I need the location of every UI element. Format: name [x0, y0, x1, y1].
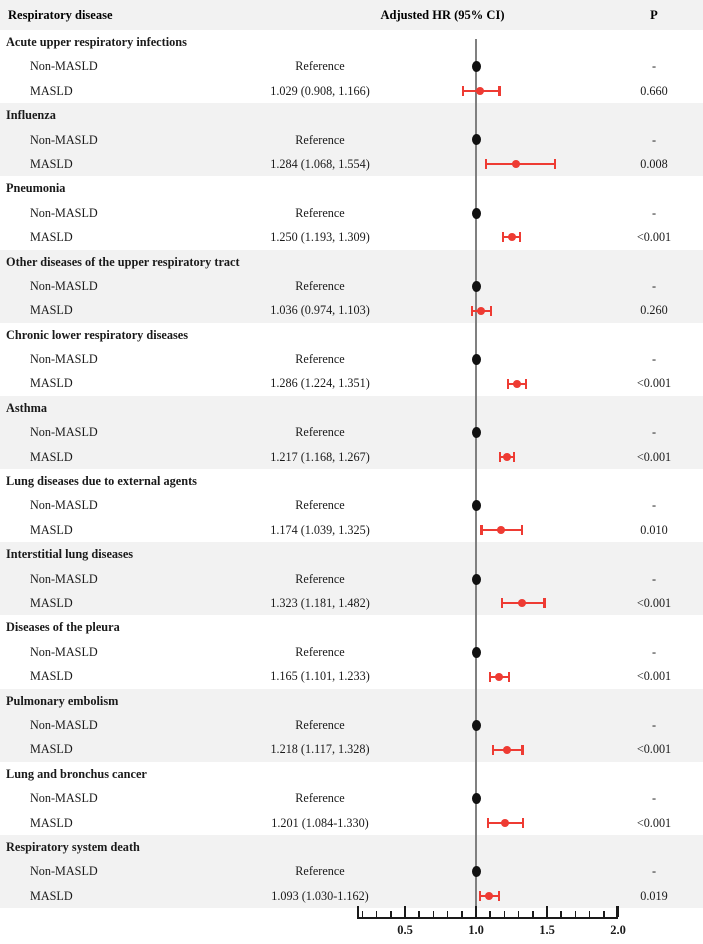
group-name: Other diseases of the upper respiratory tract	[6, 254, 240, 269]
hr-value: Reference	[295, 59, 345, 74]
x-axis-line	[357, 917, 618, 919]
table-header	[0, 0, 703, 30]
hr-value: 1.284 (1.068, 1.554)	[270, 156, 370, 171]
group-header-row	[0, 469, 703, 493]
p-value: 0.008	[640, 156, 668, 171]
p-value: 0.260	[640, 303, 668, 318]
p-value: <0.001	[636, 669, 672, 684]
row-label: Non-MASLD	[30, 425, 98, 440]
hr-value: 1.250 (1.193, 1.309)	[270, 230, 370, 245]
x-axis-minor-tick	[504, 911, 506, 917]
hr-value: 1.218 (1.117, 1.328)	[270, 742, 370, 757]
p-value: -	[651, 425, 657, 440]
hr-value: Reference	[295, 352, 345, 367]
column-header-disease: Respiratory disease	[8, 8, 113, 22]
group-name: Interstitial lung diseases	[6, 547, 134, 562]
table-row	[0, 79, 703, 103]
x-axis-minor-tick	[560, 911, 562, 917]
row-label: Non-MASLD	[30, 791, 98, 806]
table-row	[0, 371, 703, 395]
p-value: -	[651, 791, 657, 806]
row-label: Non-MASLD	[30, 278, 98, 293]
row-label: MASLD	[30, 595, 73, 610]
p-value: <0.001	[636, 449, 672, 464]
table-row	[0, 591, 703, 615]
p-value: -	[651, 278, 657, 293]
table-row	[0, 225, 703, 249]
group-header-row	[0, 396, 703, 420]
hr-value: Reference	[295, 717, 345, 732]
x-axis-minor-tick	[532, 911, 534, 917]
hr-value: 1.165 (1.101, 1.233)	[270, 669, 370, 684]
row-label: MASLD	[30, 230, 73, 245]
group-header-row	[0, 176, 703, 200]
group-name: Pulmonary embolism	[6, 693, 119, 708]
group-header-row	[0, 323, 703, 347]
hr-value: Reference	[295, 644, 345, 659]
p-value: <0.001	[636, 376, 672, 391]
group-header-row	[0, 762, 703, 786]
hr-value: 1.201 (1.084-1.330)	[271, 815, 369, 830]
hr-value: 1.217 (1.168, 1.267)	[270, 449, 370, 464]
hr-value: Reference	[295, 205, 345, 220]
x-axis-minor-tick	[489, 911, 491, 917]
group-header-row	[0, 250, 703, 274]
group-header-row	[0, 615, 703, 639]
row-label: Non-MASLD	[30, 352, 98, 367]
hr-value: 1.029 (0.908, 1.166)	[270, 83, 370, 98]
p-value: <0.001	[636, 230, 672, 245]
table-row	[0, 786, 703, 810]
x-axis-tick-label: 2.0	[610, 923, 626, 937]
table-row	[0, 298, 703, 322]
row-label: Non-MASLD	[30, 717, 98, 732]
group-name: Lung diseases due to external agents	[6, 474, 197, 489]
hr-value: Reference	[295, 132, 345, 147]
hr-value: Reference	[295, 498, 345, 513]
table-row	[0, 493, 703, 517]
x-axis-tick-label: 1.0	[468, 923, 484, 937]
table-row	[0, 420, 703, 444]
table-row	[0, 640, 703, 664]
x-axis-minor-tick	[362, 911, 364, 917]
x-axis-minor-tick	[461, 911, 463, 917]
row-label: MASLD	[30, 742, 73, 757]
x-axis-minor-tick	[603, 911, 605, 917]
hr-value: 1.286 (1.224, 1.351)	[270, 376, 370, 391]
hr-value: Reference	[295, 864, 345, 879]
p-value: 0.019	[640, 888, 668, 903]
x-axis-tick-label: 1.5	[539, 923, 555, 937]
table-row	[0, 859, 703, 883]
table-row	[0, 713, 703, 737]
table-row	[0, 128, 703, 152]
group-name: Asthma	[6, 400, 47, 415]
p-value: -	[651, 132, 657, 147]
x-axis-minor-tick	[390, 911, 392, 917]
table-row	[0, 884, 703, 908]
table-row	[0, 54, 703, 78]
group-name: Respiratory system death	[6, 839, 140, 854]
row-label: Non-MASLD	[30, 132, 98, 147]
group-name: Pneumonia	[6, 181, 66, 196]
p-value: -	[651, 205, 657, 220]
group-name: Lung and bronchus cancer	[6, 766, 147, 781]
x-axis-tick-label: 0.5	[397, 923, 413, 937]
x-axis-minor-tick	[418, 911, 420, 917]
hr-value: Reference	[295, 571, 345, 586]
table-row	[0, 811, 703, 835]
p-value: -	[651, 498, 657, 513]
table-row	[0, 664, 703, 688]
p-value: -	[651, 717, 657, 732]
table-row	[0, 445, 703, 469]
table-row	[0, 518, 703, 542]
hr-value: 1.174 (1.039, 1.325)	[270, 522, 370, 537]
row-label: Non-MASLD	[30, 205, 98, 220]
table-row	[0, 737, 703, 761]
p-value: -	[651, 59, 657, 74]
group-name: Chronic lower respiratory diseases	[6, 327, 189, 342]
table-row	[0, 201, 703, 225]
hr-value: 1.036 (0.974, 1.103)	[270, 303, 370, 318]
row-label: MASLD	[30, 449, 73, 464]
group-header-row	[0, 835, 703, 859]
x-axis-minor-tick	[518, 911, 520, 917]
table-row	[0, 567, 703, 591]
group-header-row	[0, 30, 703, 54]
p-value: <0.001	[636, 595, 672, 610]
row-label: MASLD	[30, 303, 73, 318]
group-name: Diseases of the pleura	[6, 620, 120, 635]
p-value: 0.010	[640, 522, 668, 537]
x-axis-minor-tick	[575, 911, 577, 917]
row-label: Non-MASLD	[30, 571, 98, 586]
hr-value: Reference	[295, 425, 345, 440]
forest-rows	[0, 30, 703, 908]
hr-value: 1.093 (1.030-1.162)	[271, 888, 369, 903]
group-name: Acute upper respiratory infections	[6, 35, 187, 49]
table-row	[0, 274, 703, 298]
row-label: MASLD	[30, 83, 73, 98]
x-axis-minor-tick	[589, 911, 591, 917]
p-value: <0.001	[636, 742, 672, 757]
hr-value: 1.323 (1.181, 1.482)	[270, 595, 370, 610]
row-label: MASLD	[30, 669, 73, 684]
group-header-row	[0, 542, 703, 566]
row-label: MASLD	[30, 888, 73, 903]
row-label: MASLD	[30, 376, 73, 391]
row-label: Non-MASLD	[30, 864, 98, 879]
hr-value: Reference	[295, 278, 345, 293]
p-value: <0.001	[636, 815, 672, 830]
row-label: Non-MASLD	[30, 644, 98, 659]
p-value: -	[651, 864, 657, 879]
hr-value: Reference	[295, 791, 345, 806]
x-axis-minor-tick	[376, 911, 378, 917]
p-value: -	[651, 644, 657, 659]
x-axis-minor-tick	[447, 911, 449, 917]
p-value: 0.660	[640, 83, 668, 98]
table-row	[0, 152, 703, 176]
column-header-hr: Adjusted HR (95% CI)	[380, 8, 505, 22]
p-value: -	[651, 352, 657, 367]
column-header-p: P	[650, 8, 658, 22]
row-label: Non-MASLD	[30, 59, 98, 74]
table-row	[0, 347, 703, 371]
row-label: MASLD	[30, 156, 73, 171]
group-header-row	[0, 103, 703, 127]
group-name: Influenza	[6, 108, 56, 123]
group-header-row	[0, 689, 703, 713]
row-label: Non-MASLD	[30, 498, 98, 513]
row-label: MASLD	[30, 522, 73, 537]
p-value: -	[651, 571, 657, 586]
row-label: MASLD	[30, 815, 73, 830]
x-axis-minor-tick	[433, 911, 435, 917]
